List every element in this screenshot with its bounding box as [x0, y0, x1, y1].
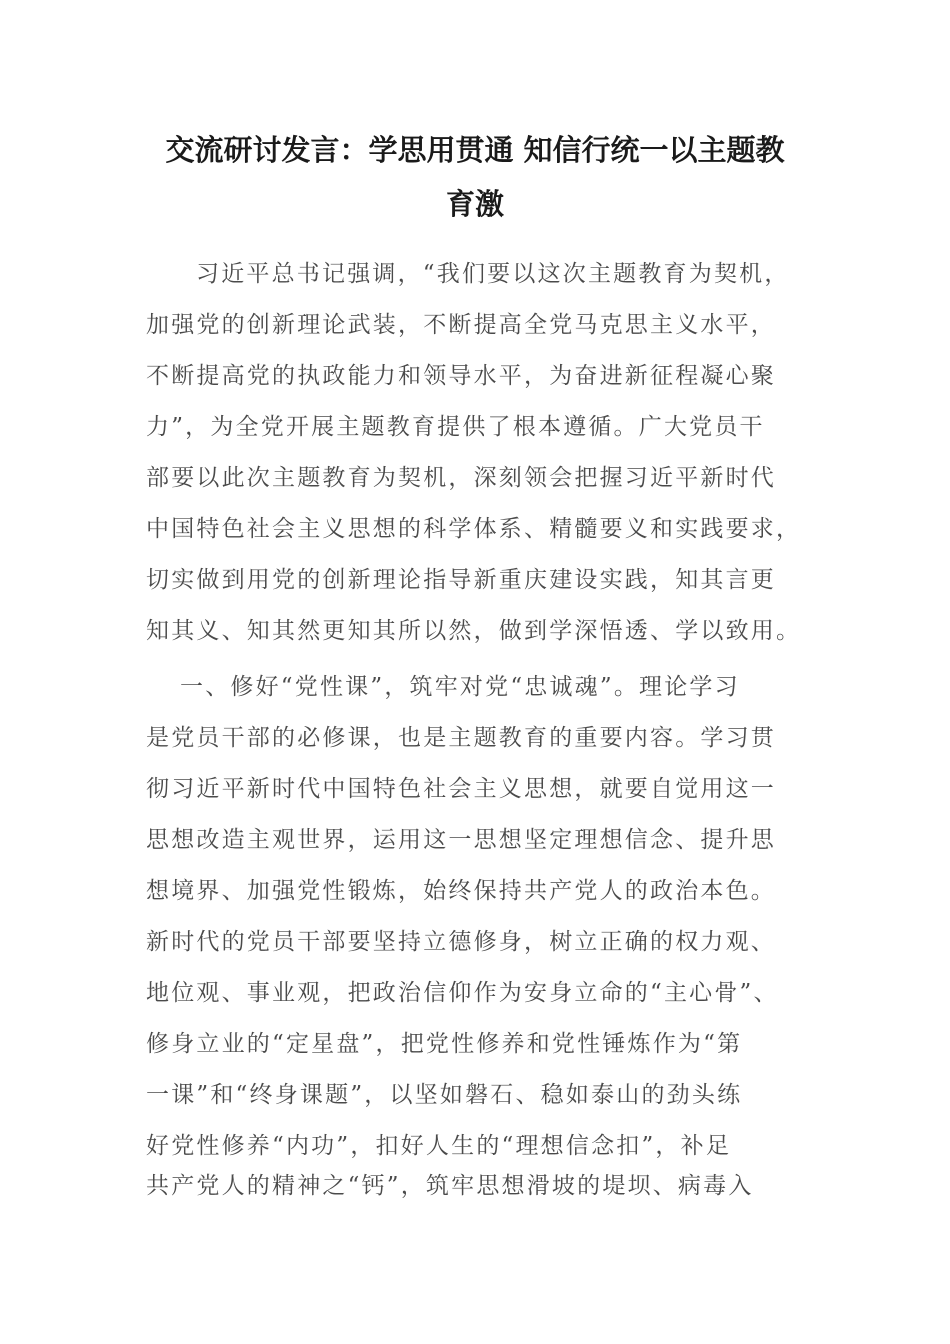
text-line: 共产党人的精神之“钙”，筑牢思想滑坡的堤坝、病毒入 [146, 1173, 754, 1199]
section-heading-line: 一、修好“党性课”，筑牢对党“忠诚魂”。理论学习 [180, 674, 740, 700]
text-line: 好党性修养“内功”，扣好人生的“理想信念扣”，补足 [146, 1133, 732, 1159]
document-title-line-2: 育激 [445, 187, 504, 221]
text-line: 思想改造主观世界，运用这一思想坚定理想信念、提升思 [146, 827, 776, 853]
text-line: 新时代的党员干部要坚持立德修身，树立正确的权力观、 [146, 929, 776, 955]
text-line: 切实做到用党的创新理论指导新重庆建设实践，知其言更 [146, 567, 776, 593]
text-line: 不断提高党的执政能力和领导水平，为奋进新征程凝心聚 [146, 363, 776, 389]
text-line: 习近平总书记强调，“我们要以这次主题教育为契机， [196, 261, 790, 287]
document-title-line-1: 交流研讨发言：学思用贯通 知信行统一以主题教 [165, 133, 785, 167]
text-line: 一课”和“终身课题”，以坚如磐石、稳如泰山的劲头练 [146, 1082, 743, 1108]
text-line: 知其义、知其然更知其所以然，做到学深悟透、学以致用。 [146, 618, 802, 644]
text-line: 彻习近平新时代中国特色社会主义思想，就要自觉用这一 [146, 776, 776, 802]
text-line: 修身立业的“定星盘”，把党性修养和党性锤炼作为“第 [146, 1031, 743, 1057]
text-line: 地位观、事业观，把政治信仰作为安身立命的“主心骨”、 [146, 980, 779, 1006]
text-line: 力”，为全党开展主题教育提供了根本遵循。广大党员干 [146, 414, 765, 440]
text-line: 是党员干部的必修课，也是主题教育的重要内容。学习贯 [146, 725, 776, 751]
text-line: 部要以此次主题教育为契机，深刻领会把握习近平新时代 [146, 465, 776, 491]
text-line: 想境界、加强党性锻炼，始终保持共产党人的政治本色。 [146, 878, 776, 904]
text-line: 中国特色社会主义思想的科学体系、精髓要义和实践要求， [146, 516, 802, 542]
text-line: 加强党的创新理论武装，不断提高全党马克思主义水平， [146, 312, 776, 338]
